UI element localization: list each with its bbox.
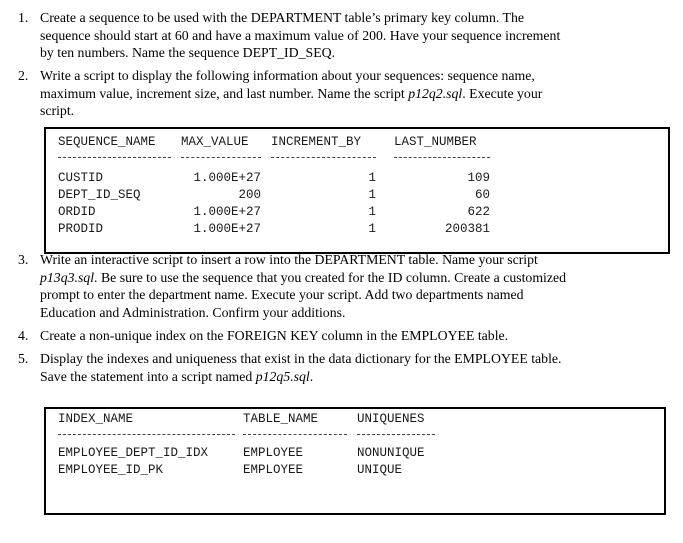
cell: 109 [467, 171, 490, 185]
column-header: UNIQUENES [357, 412, 425, 426]
cell: 60 [474, 188, 490, 202]
cell: 1.000E+27 [193, 205, 261, 219]
cell: EMPLOYEE [243, 446, 304, 460]
cell: NONUNIQUE [357, 446, 425, 460]
header-underline [181, 157, 261, 158]
cell: 622 [467, 205, 490, 219]
item-number: 2. [18, 68, 29, 83]
text-line: prompt to enter the department name. Execute your script. Add two departments named [40, 287, 524, 302]
index-output-box [44, 407, 666, 515]
text-line [40, 269, 640, 287]
cell: 1 [368, 205, 376, 219]
text-line: Write a script to display the following information about your sequences: sequence name, [40, 68, 535, 83]
cell: EMPLOYEE_ID_PK [58, 463, 164, 477]
header-underline [58, 157, 171, 158]
text-line: by ten numbers. Name the sequence DEPT_ID_SEQ. [40, 45, 336, 60]
header-underline [357, 434, 435, 435]
column-header: TABLE_NAME [243, 412, 319, 426]
cell: 1.000E+27 [193, 222, 261, 236]
text-fragment: maximum value, increment size, and last number. Name the script [40, 85, 409, 101]
cell: 1 [368, 171, 376, 185]
cell: 200 [238, 188, 261, 202]
text-line [40, 85, 640, 103]
text-fragment: . Be sure to use the sequence that you created for the ID column. Create a customized [94, 269, 567, 285]
item-text [40, 251, 640, 321]
item-number: 3. [18, 252, 29, 267]
script-name: p13q3.sql [40, 269, 95, 285]
cell: EMPLOYEE_DEPT_ID_IDX [58, 446, 209, 460]
header-underline [58, 434, 235, 435]
item-number: 1. [18, 10, 29, 25]
text-line: Create a sequence to be used with the DEPARTMENT table’s primary key column. The [40, 10, 524, 25]
text-line: script. [40, 103, 75, 118]
text-line [40, 368, 640, 386]
text-fragment: . Execute your [462, 85, 543, 101]
cell: 1.000E+27 [193, 171, 261, 185]
cell: 1 [368, 222, 376, 236]
text-line: Education and Administration. Confirm your additions. [40, 304, 346, 320]
cell: ORDID [58, 205, 96, 219]
text-line: Write an interactive script to insert a row into the DEPARTMENT table. Name your script [40, 252, 538, 267]
cell: 1 [368, 188, 376, 202]
cell: UNIQUE [357, 463, 403, 477]
item-text [40, 9, 640, 62]
sequence-output-box [44, 127, 670, 254]
cell: PRODID [58, 222, 104, 236]
text-fragment: Save the statement into a script named [40, 368, 256, 384]
column-header: INCREMENT_BY [271, 135, 362, 149]
cell: EMPLOYEE [243, 463, 304, 477]
item-text [40, 350, 640, 385]
cell: CUSTID [58, 171, 104, 185]
cell: DEPT_ID_SEQ [58, 188, 141, 202]
item-text [40, 327, 640, 345]
header-underline [271, 157, 376, 158]
script-name: p12q2.sql [408, 85, 463, 101]
text-line: Create a non-unique index on the FOREIGN KEY column in the EMPLOYEE table. [40, 328, 509, 343]
text-line: Display the indexes and uniqueness that exist in the data dictionary for the EMPLOYEE table. [40, 351, 562, 366]
column-header: INDEX_NAME [58, 412, 134, 426]
item-text [40, 67, 640, 120]
item-number: 5. [18, 351, 29, 366]
column-header: MAX_VALUE [181, 135, 249, 149]
text-line: sequence should start at 60 and have a maximum value of 200. Have your sequence increment [40, 27, 561, 43]
column-header: SEQUENCE_NAME [58, 135, 156, 149]
item-number: 4. [18, 328, 29, 343]
header-underline [243, 434, 347, 435]
script-name: p12q5.sql [255, 368, 310, 384]
text-fragment: . [309, 368, 314, 384]
cell: 200381 [444, 222, 490, 236]
header-underline [394, 157, 490, 158]
column-header: LAST_NUMBER [394, 135, 477, 149]
